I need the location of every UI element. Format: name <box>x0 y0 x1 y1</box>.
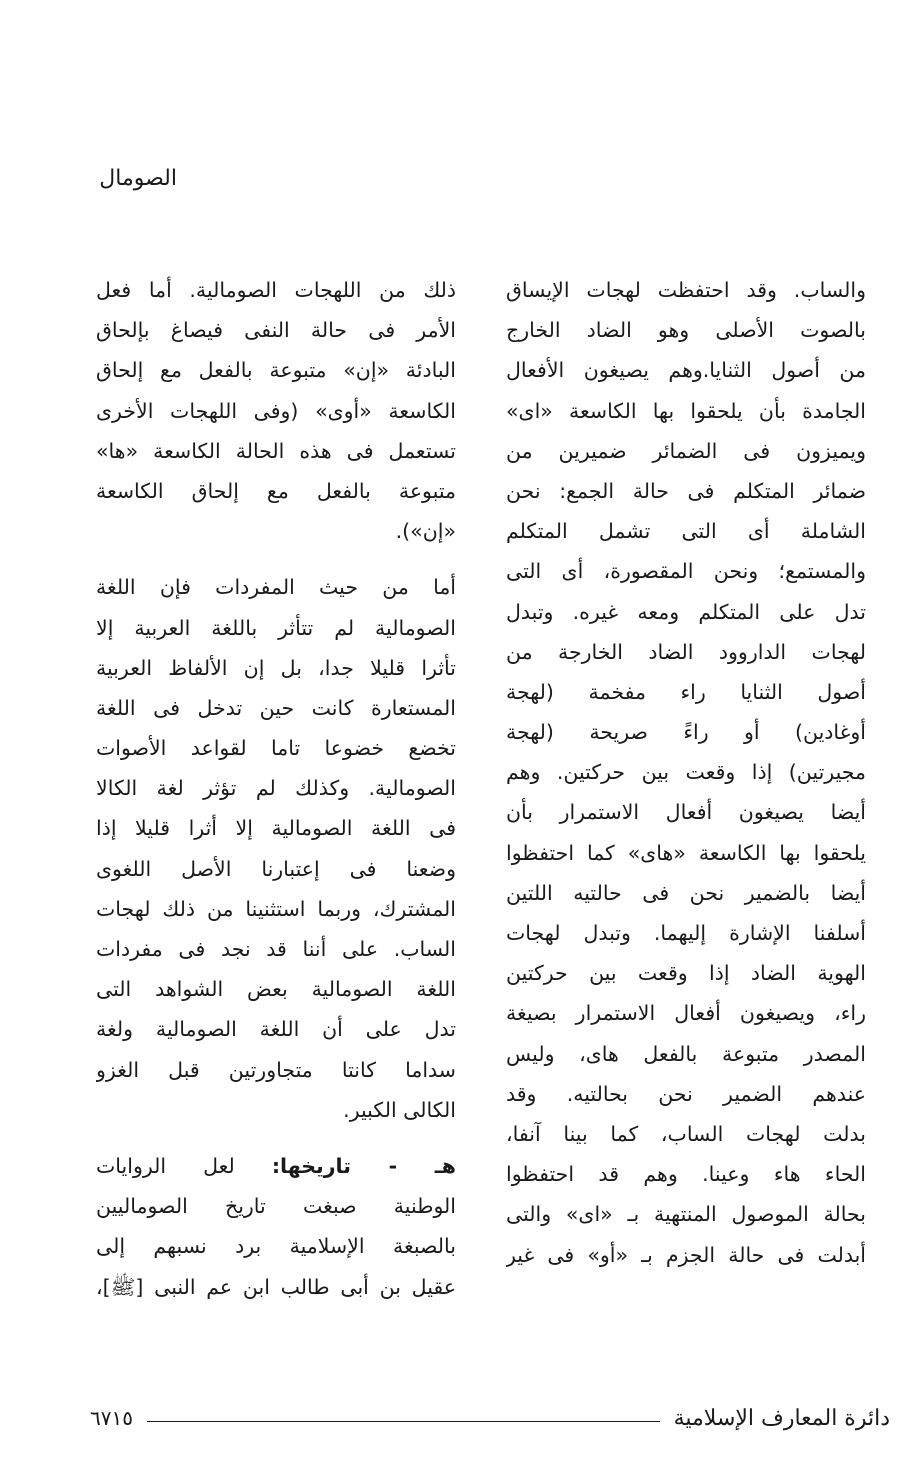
text-line: تأثرا قليلا جدا، بل إن الألفاظ العربية <box>96 655 456 680</box>
text-line: تدل على أن اللغة الصومالية ولغة <box>96 1017 456 1042</box>
text-line: بالصبغة الإسلامية برد نسبهم إلى <box>96 1234 456 1259</box>
text-line: عندهم الضمير نحن بحالتيه. وقد <box>506 1081 866 1106</box>
page-number: ٦٧١٥ <box>90 1406 133 1430</box>
text-line: المصدر متبوعة بالفعل هاى، وليس <box>506 1041 866 1066</box>
footer-rule <box>147 1421 660 1422</box>
paragraph-history <box>96 1146 456 1307</box>
text-line: أيضا بالضمير نحن فى حالتيه اللتين <box>506 880 866 905</box>
encyclopedia-title: دائرة المعارف الإسلامية <box>673 1405 890 1431</box>
text-line: بدلت لهجات الساب، كما بينا آنفا، <box>506 1121 866 1146</box>
text-line: المستعارة كانت حين تدخل فى اللغة <box>96 695 456 720</box>
text-line: مجيرتين) إذا وقعت بين حركتين. وهم <box>506 760 866 785</box>
section-heading: هـ - تاريخها: <box>271 1153 456 1178</box>
text-line: والمستمع؛ ونحن المقصورة، أى التى <box>506 559 866 584</box>
text-line: لهجات الداروود الضاد الخارجة من <box>506 639 866 664</box>
text-line: الوطنية صبغت تاريخ الصوماليين <box>96 1194 456 1219</box>
text-line: الكاسعة «أوى» (وفى اللهجات الأخرى <box>96 398 456 423</box>
text-line: أما من حيث المفردات فإن اللغة <box>96 575 456 600</box>
text-line: «إن»). <box>395 519 456 544</box>
text-line <box>96 1146 456 1186</box>
text-line: الصومالية. وكذلك لم تؤثر لغة الكالا <box>96 776 456 801</box>
text-line: بالصوت الأصلى وهو الضاد الخارج <box>506 318 866 343</box>
text-line: الجامدة بأن يلحقوا بها الكاسعة «اى» <box>506 398 866 423</box>
text-line: أوغادين) أو راءً صريحة (لهجة <box>506 720 866 745</box>
running-title: الصومال <box>99 166 177 191</box>
text-fragment: لعل الروايات <box>96 1153 235 1178</box>
text-line: متبوعة بالفعل مع إلحاق الكاسعة <box>96 478 456 503</box>
text-line: ويميزون فى الضمائر ضميرين من <box>506 438 866 463</box>
text-line: الكالى الكبير. <box>343 1097 456 1122</box>
left-column <box>96 270 456 1307</box>
paragraph-imperative-negation <box>96 270 456 551</box>
text-line: المشترك، وربما استثنينا من ذلك لهجات <box>96 896 456 921</box>
right-column <box>506 270 866 1275</box>
text-line: الهوية الضاد إذا وقعت بين حركتين <box>506 961 866 986</box>
text-line: ذلك من اللهجات الصومالية. أما فعل <box>96 278 456 302</box>
text-line: تخضع خضوعا تاما لقواعد الأصوات <box>96 736 456 761</box>
text-line: راء، ويصيغون أفعال الاستمرار بصيغة <box>506 1001 866 1026</box>
text-line: من أصول الثنايا.وهم يصيغون الأفعال <box>506 358 866 383</box>
text-line: تدل على المتكلم ومعه غيره. وتبدل <box>506 599 866 624</box>
text-line: ضمائر المتكلم فى حالة الجمع: نحن <box>506 478 866 503</box>
text-line: تستعمل فى هذه الحالة الكاسعة «ها» <box>96 438 456 463</box>
page-footer <box>90 1398 890 1438</box>
text-line: اللغة الصومالية بعض الشواهد التى <box>96 977 456 1002</box>
text-line: البادئة «إن» متبوعة بالفعل مع إلحاق <box>96 358 456 383</box>
text-line: أيضا يصيغون أفعال الاستمرار بأن <box>506 800 866 825</box>
text-line: عقيل بن أبى طالب ابن عم النبى [ﷺ]، <box>96 1274 456 1299</box>
text-line: والساب. وقد احتفظت لهجات الإيساق <box>506 278 866 302</box>
text-line: أصول الثنايا راء مفخمة (لهجة <box>506 679 866 704</box>
text-line: الشاملة أى التى تشمل المتكلم <box>506 519 866 544</box>
text-line: الساب. على أننا قد نجد فى مفردات <box>96 937 456 961</box>
text-line: سداما كانتا متجاورتين قبل الغزو <box>96 1057 456 1082</box>
text-line: الحاء هاء وعينا. وهم قد احتفظوا <box>506 1162 866 1187</box>
text-line: يلحقوا بها الكاسعة «هاى» كما احتفظوا <box>506 840 866 865</box>
text-line: فى اللغة الصومالية إلا أثرا قليلا إذا <box>96 816 456 841</box>
text-line: وضعنا فى إعتبارنا الأصل اللغوى <box>96 856 456 881</box>
paragraph-vocabulary <box>96 567 456 1130</box>
text-line: أبدلت فى حالة الجزم بـ «أو» فى غير <box>506 1242 866 1267</box>
text-line: الصومالية لم تتأثر باللغة العربية إلا <box>96 615 456 640</box>
text-line: بحالة الموصول المنتهية بـ «اى» والتى <box>506 1202 866 1227</box>
text-line: أسلفنا الإشارة إليهما. وتبدل لهجات <box>506 921 866 945</box>
text-line: الأمر فى حالة النفى فيصاغ بإلحاق <box>96 318 456 343</box>
